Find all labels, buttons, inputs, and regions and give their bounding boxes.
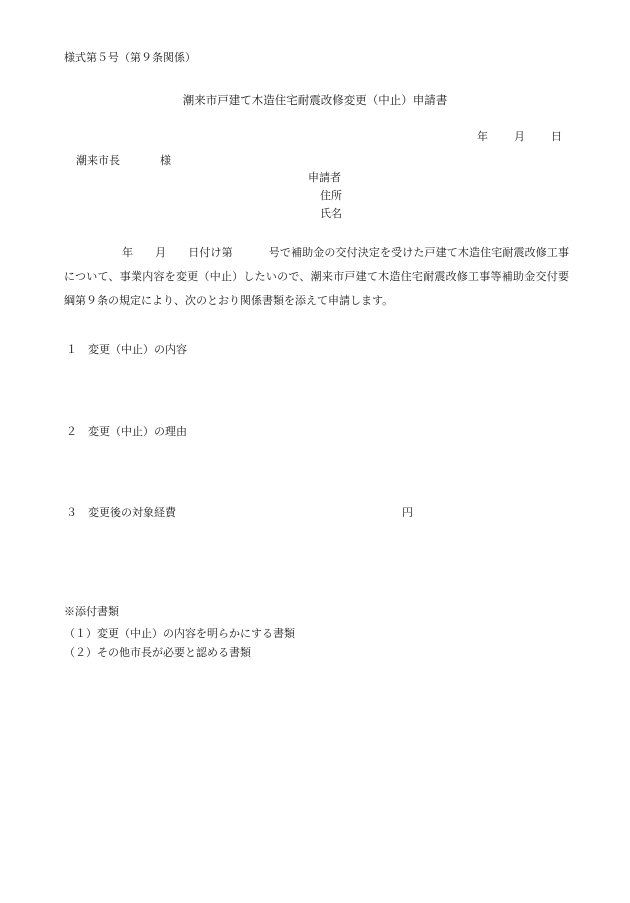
applicant-address-label: 住所 — [320, 189, 342, 202]
yen-unit: 円 — [402, 506, 413, 519]
applicant-label: 申請者 — [308, 171, 341, 184]
section-label: 変更後の対象経費 — [88, 506, 176, 519]
addressee-honorific: 様 — [160, 154, 171, 167]
ref-year: 年 — [122, 246, 134, 259]
attachments-list — [64, 628, 295, 666]
applicant-name-label: 氏名 — [320, 207, 342, 220]
section-number: ２ — [66, 425, 77, 438]
body-text: 号で補助金の交付決定を受けた戸建て木造住宅耐震改修工事について、事業内容を変更（中止）したいので、潮来市戸建て木造住宅耐震改修工事等補助金交付要綱第９条の規定により、次のとおり関係書類を添えて申請します。 — [64, 246, 569, 307]
section-number: ３ — [66, 506, 77, 519]
ref-month: 月 — [155, 246, 167, 259]
section-change-content — [66, 344, 187, 355]
attachment-item: （１）変更（中止）の内容を明らかにする書類 — [64, 627, 295, 640]
form-number: 様式第５号（第９条関係） — [64, 51, 196, 64]
date-line — [477, 131, 562, 142]
section-target-cost — [66, 507, 176, 518]
date-month-label: 月 — [514, 130, 525, 143]
ref-suffix: 日付け第 — [188, 246, 233, 259]
section-label: 変更（中止）の内容 — [88, 343, 187, 356]
section-label: 変更（中止）の理由 — [88, 425, 187, 438]
attachments-heading: ※添付書類 — [64, 605, 119, 618]
document-title: 潮来市戸建て木造住宅耐震改修変更（中止）申請書 — [182, 93, 448, 107]
section-change-reason — [66, 426, 187, 437]
body-paragraph — [64, 241, 569, 313]
date-year-label: 年 — [477, 130, 488, 143]
addressee — [76, 155, 171, 166]
addressee-mayor: 潮来市長 — [76, 154, 120, 167]
section-number: １ — [66, 343, 77, 356]
attachment-item: （２）その他市長が必要と認める書類 — [64, 646, 251, 659]
applicant-block — [308, 172, 342, 226]
date-day-label: 日 — [551, 130, 562, 143]
